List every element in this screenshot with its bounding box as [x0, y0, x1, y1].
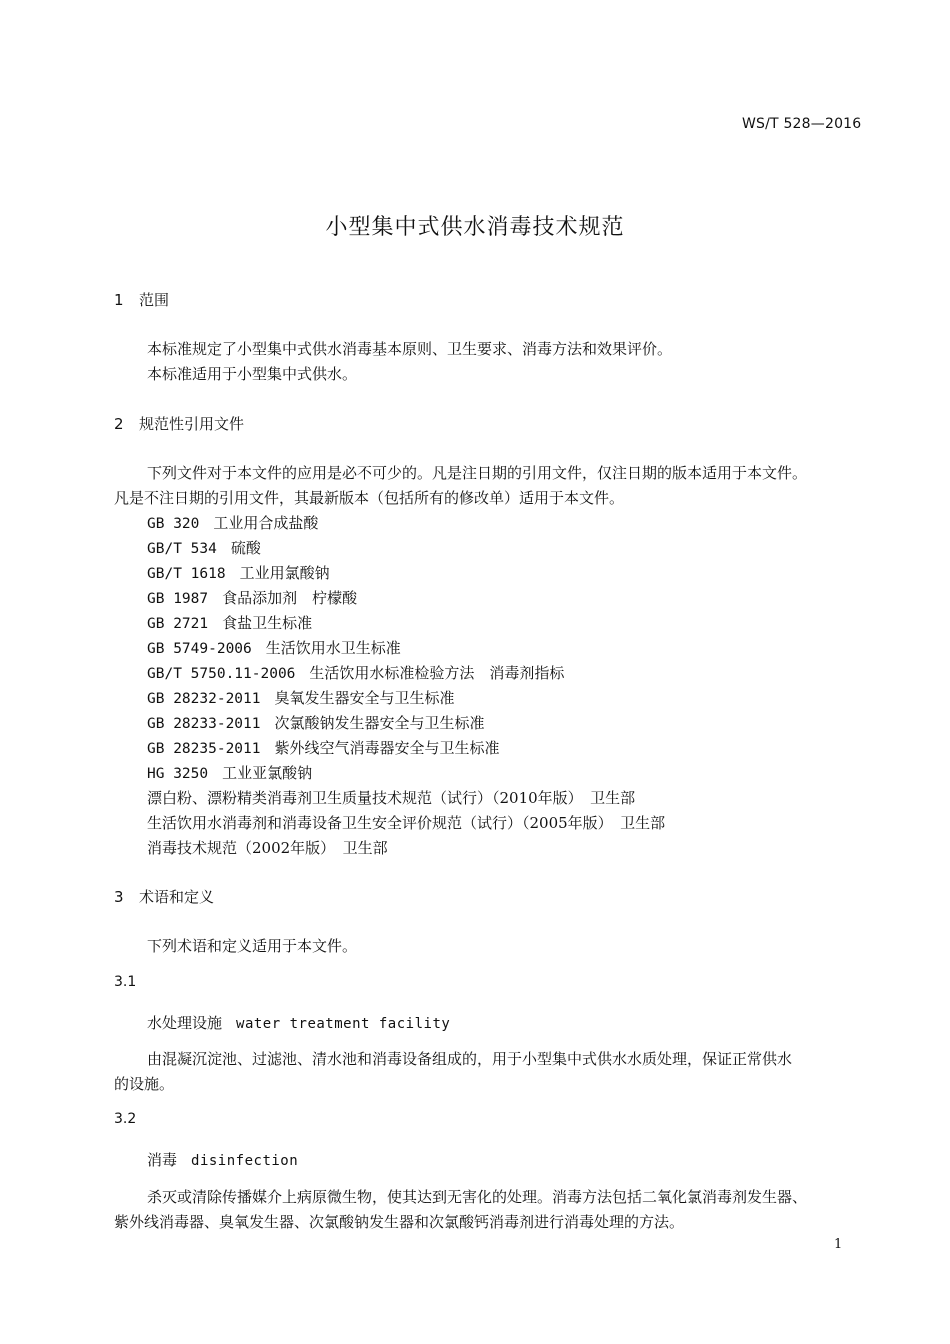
reference-title: 臭氧发生器安全与卫生标准	[274, 689, 455, 707]
section-title: 范围	[139, 291, 170, 309]
reference-item	[147, 562, 330, 583]
reference-code: GB/T 1618	[147, 566, 226, 582]
reference-code: GB 28233-2011	[147, 716, 261, 732]
section-title: 规范性引用文件	[139, 415, 245, 433]
paragraph: 下列术语和定义适用于本文件。	[147, 937, 358, 955]
section-1-heading	[114, 289, 169, 310]
reference-item	[147, 712, 485, 733]
reference-title: 生活饮用水标准检验方法 消毒剂指标	[309, 664, 565, 682]
reference-code: GB 5749-2006	[147, 641, 252, 657]
term-en: water treatment facility	[236, 1016, 451, 1032]
paragraph: 本标准规定了小型集中式供水消毒基本原则、卫生要求、消毒方法和效果评价。	[147, 340, 673, 358]
reference-item	[147, 612, 312, 633]
reference-item	[147, 737, 500, 758]
reference-item	[147, 587, 357, 608]
reference-title: 紫外线空气消毒器安全与卫生标准	[274, 739, 500, 757]
reference-title: 次氯酸钠发生器安全与卫生标准	[274, 714, 485, 732]
subsection-number: 3.2	[114, 1111, 137, 1127]
section-3-heading	[114, 886, 214, 907]
reference-item: 漂白粉、漂粉精类消毒剂卫生质量技术规范（试行）（2010年版） 卫生部	[147, 789, 636, 807]
paragraph: 下列文件对于本文件的应用是必不可少的。凡是注日期的引用文件，仅注日期的版本适用于本文件。	[147, 464, 808, 482]
reference-title: 工业用氯酸钠	[239, 564, 330, 582]
subsection-number: 3.1	[114, 974, 137, 990]
reference-code: GB 28232-2011	[147, 691, 261, 707]
reference-code: GB 28235-2011	[147, 741, 261, 757]
reference-item: 消毒技术规范（2002年版） 卫生部	[147, 839, 388, 857]
reference-code: GB 2721	[147, 616, 209, 632]
reference-title: 生活饮用水卫生标准	[265, 639, 401, 657]
standard-number: WS/T 528—2016	[742, 116, 862, 132]
reference-title: 食盐卫生标准	[222, 614, 313, 632]
reference-code: GB 320	[147, 516, 200, 532]
reference-title: 工业亚氯酸钠	[222, 764, 313, 782]
section-number: 3	[114, 888, 124, 906]
reference-item	[147, 762, 312, 783]
reference-item	[147, 687, 455, 708]
section-number: 2	[114, 415, 124, 433]
reference-item	[147, 537, 261, 558]
reference-title: 食品添加剂 柠檬酸	[222, 589, 358, 607]
reference-item	[147, 512, 318, 533]
paragraph-continuation: 凡是不注日期的引用文件，其最新版本（包括所有的修改单）适用于本文件。	[114, 489, 625, 507]
document-title: 小型集中式供水消毒技术规范	[325, 215, 625, 240]
reference-code: HG 3250	[147, 766, 209, 782]
definition-continuation: 的设施。	[114, 1075, 175, 1093]
reference-item: 生活饮用水消毒剂和消毒设备卫生安全评价规范（试行）（2005年版） 卫生部	[147, 814, 666, 832]
reference-code: GB/T 534	[147, 541, 217, 557]
reference-item	[147, 637, 401, 658]
term-heading	[147, 1149, 298, 1170]
definition-continuation: 紫外线消毒器、臭氧发生器、次氯酸钠发生器和次氯酸钙消毒剂进行消毒处理的方法。	[114, 1213, 685, 1231]
term-zh: 消毒	[147, 1151, 178, 1169]
section-title: 术语和定义	[139, 888, 215, 906]
term-zh: 水处理设施	[147, 1014, 223, 1032]
reference-code: GB 1987	[147, 591, 209, 607]
term-en: disinfection	[191, 1153, 299, 1169]
reference-item	[147, 662, 564, 683]
term-heading	[147, 1012, 450, 1033]
reference-title: 工业用合成盐酸	[213, 514, 319, 532]
page-number: 1	[834, 1237, 843, 1252]
reference-title: 硫酸	[230, 539, 261, 557]
definition: 杀灭或清除传播媒介上病原微生物，使其达到无害化的处理。消毒方法包括二氧化氯消毒剂发生器、	[147, 1188, 808, 1206]
paragraph: 本标准适用于小型集中式供水。	[147, 365, 358, 383]
reference-code: GB/T 5750.11-2006	[147, 666, 296, 682]
definition: 由混凝沉淀池、过滤池、清水池和消毒设备组成的，用于小型集中式供水水质处理，保证正常供水	[147, 1050, 793, 1068]
section-number: 1	[114, 291, 124, 309]
section-2-heading	[114, 413, 244, 434]
